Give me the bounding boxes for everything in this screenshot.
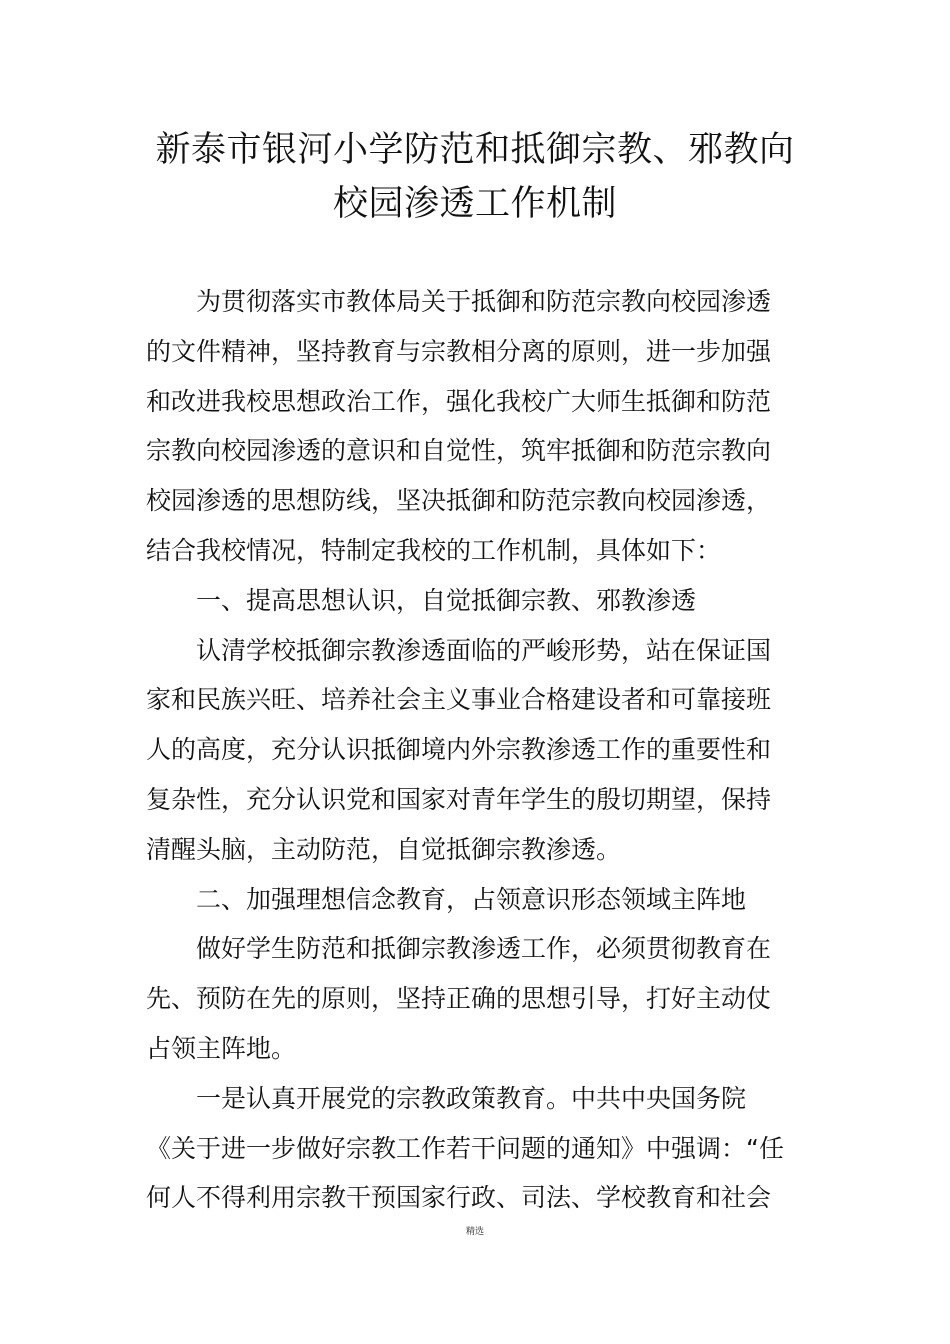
body-line: 为贯彻落实市教体局关于抵御和防范宗教向校园渗透 bbox=[146, 287, 772, 316]
section-heading-1: 一、提高思想认识，自觉抵御宗教、邪教渗透 bbox=[146, 585, 697, 615]
body-line: 家和民族兴旺、培养社会主义事业合格建设者和可靠接班 bbox=[146, 685, 772, 715]
body-line: 先、预防在先的原则，坚持正确的思想引导，打好主动仗 bbox=[146, 984, 772, 1014]
body-line: 宗教向校园渗透的意识和自觉性，筑牢抵御和防范宗教向 bbox=[146, 436, 772, 466]
body-line: 清醒头脑，主动防范，自觉抵御宗教渗透。 bbox=[146, 834, 622, 864]
body-line: 校园渗透的思想防线，坚决抵御和防范宗教向校园渗透， bbox=[146, 486, 772, 516]
body-line: 结合我校情况，特制定我校的工作机制，具体如下： bbox=[146, 535, 722, 565]
body-line: 一是认真开展党的宗教政策教育。中共中央国务院 bbox=[146, 1083, 747, 1113]
body-line: 的文件精神，坚持教育与宗教相分离的原则，进一步加强 bbox=[146, 336, 772, 366]
body-line: 和改进我校思想政治工作，强化我校广大师生抵御和防范 bbox=[146, 386, 772, 416]
body-line: 占领主阵地。 bbox=[146, 1033, 297, 1063]
document-body bbox=[146, 277, 812, 1223]
body-line: 何人不得利用宗教干预国家行政、司法、学校教育和社会 bbox=[146, 1183, 772, 1213]
body-line: 复杂性，充分认识党和国家对青年学生的殷切期望，保持 bbox=[146, 784, 772, 814]
body-line: 做好学生防范和抵御宗教渗透工作，必须贯彻教育在 bbox=[146, 934, 772, 964]
document-title-line-2: 校园渗透工作机制 bbox=[332, 184, 617, 224]
body-line: 《关于进一步做好宗教工作若干问题的通知》中强调：“任 bbox=[146, 1133, 784, 1163]
document-title-line-1: 新泰市银河小学防范和抵御宗教、邪教向 bbox=[155, 130, 795, 170]
page-footer: 精选 bbox=[465, 1227, 484, 1237]
body-line: 认清学校抵御宗教渗透面临的严峻形势，站在保证国 bbox=[146, 635, 772, 665]
section-heading-2: 二、加强理想信念教育，占领意识形态领域主阵地 bbox=[146, 884, 747, 914]
body-line: 人的高度，充分认识抵御境内外宗教渗透工作的重要性和 bbox=[146, 735, 772, 765]
